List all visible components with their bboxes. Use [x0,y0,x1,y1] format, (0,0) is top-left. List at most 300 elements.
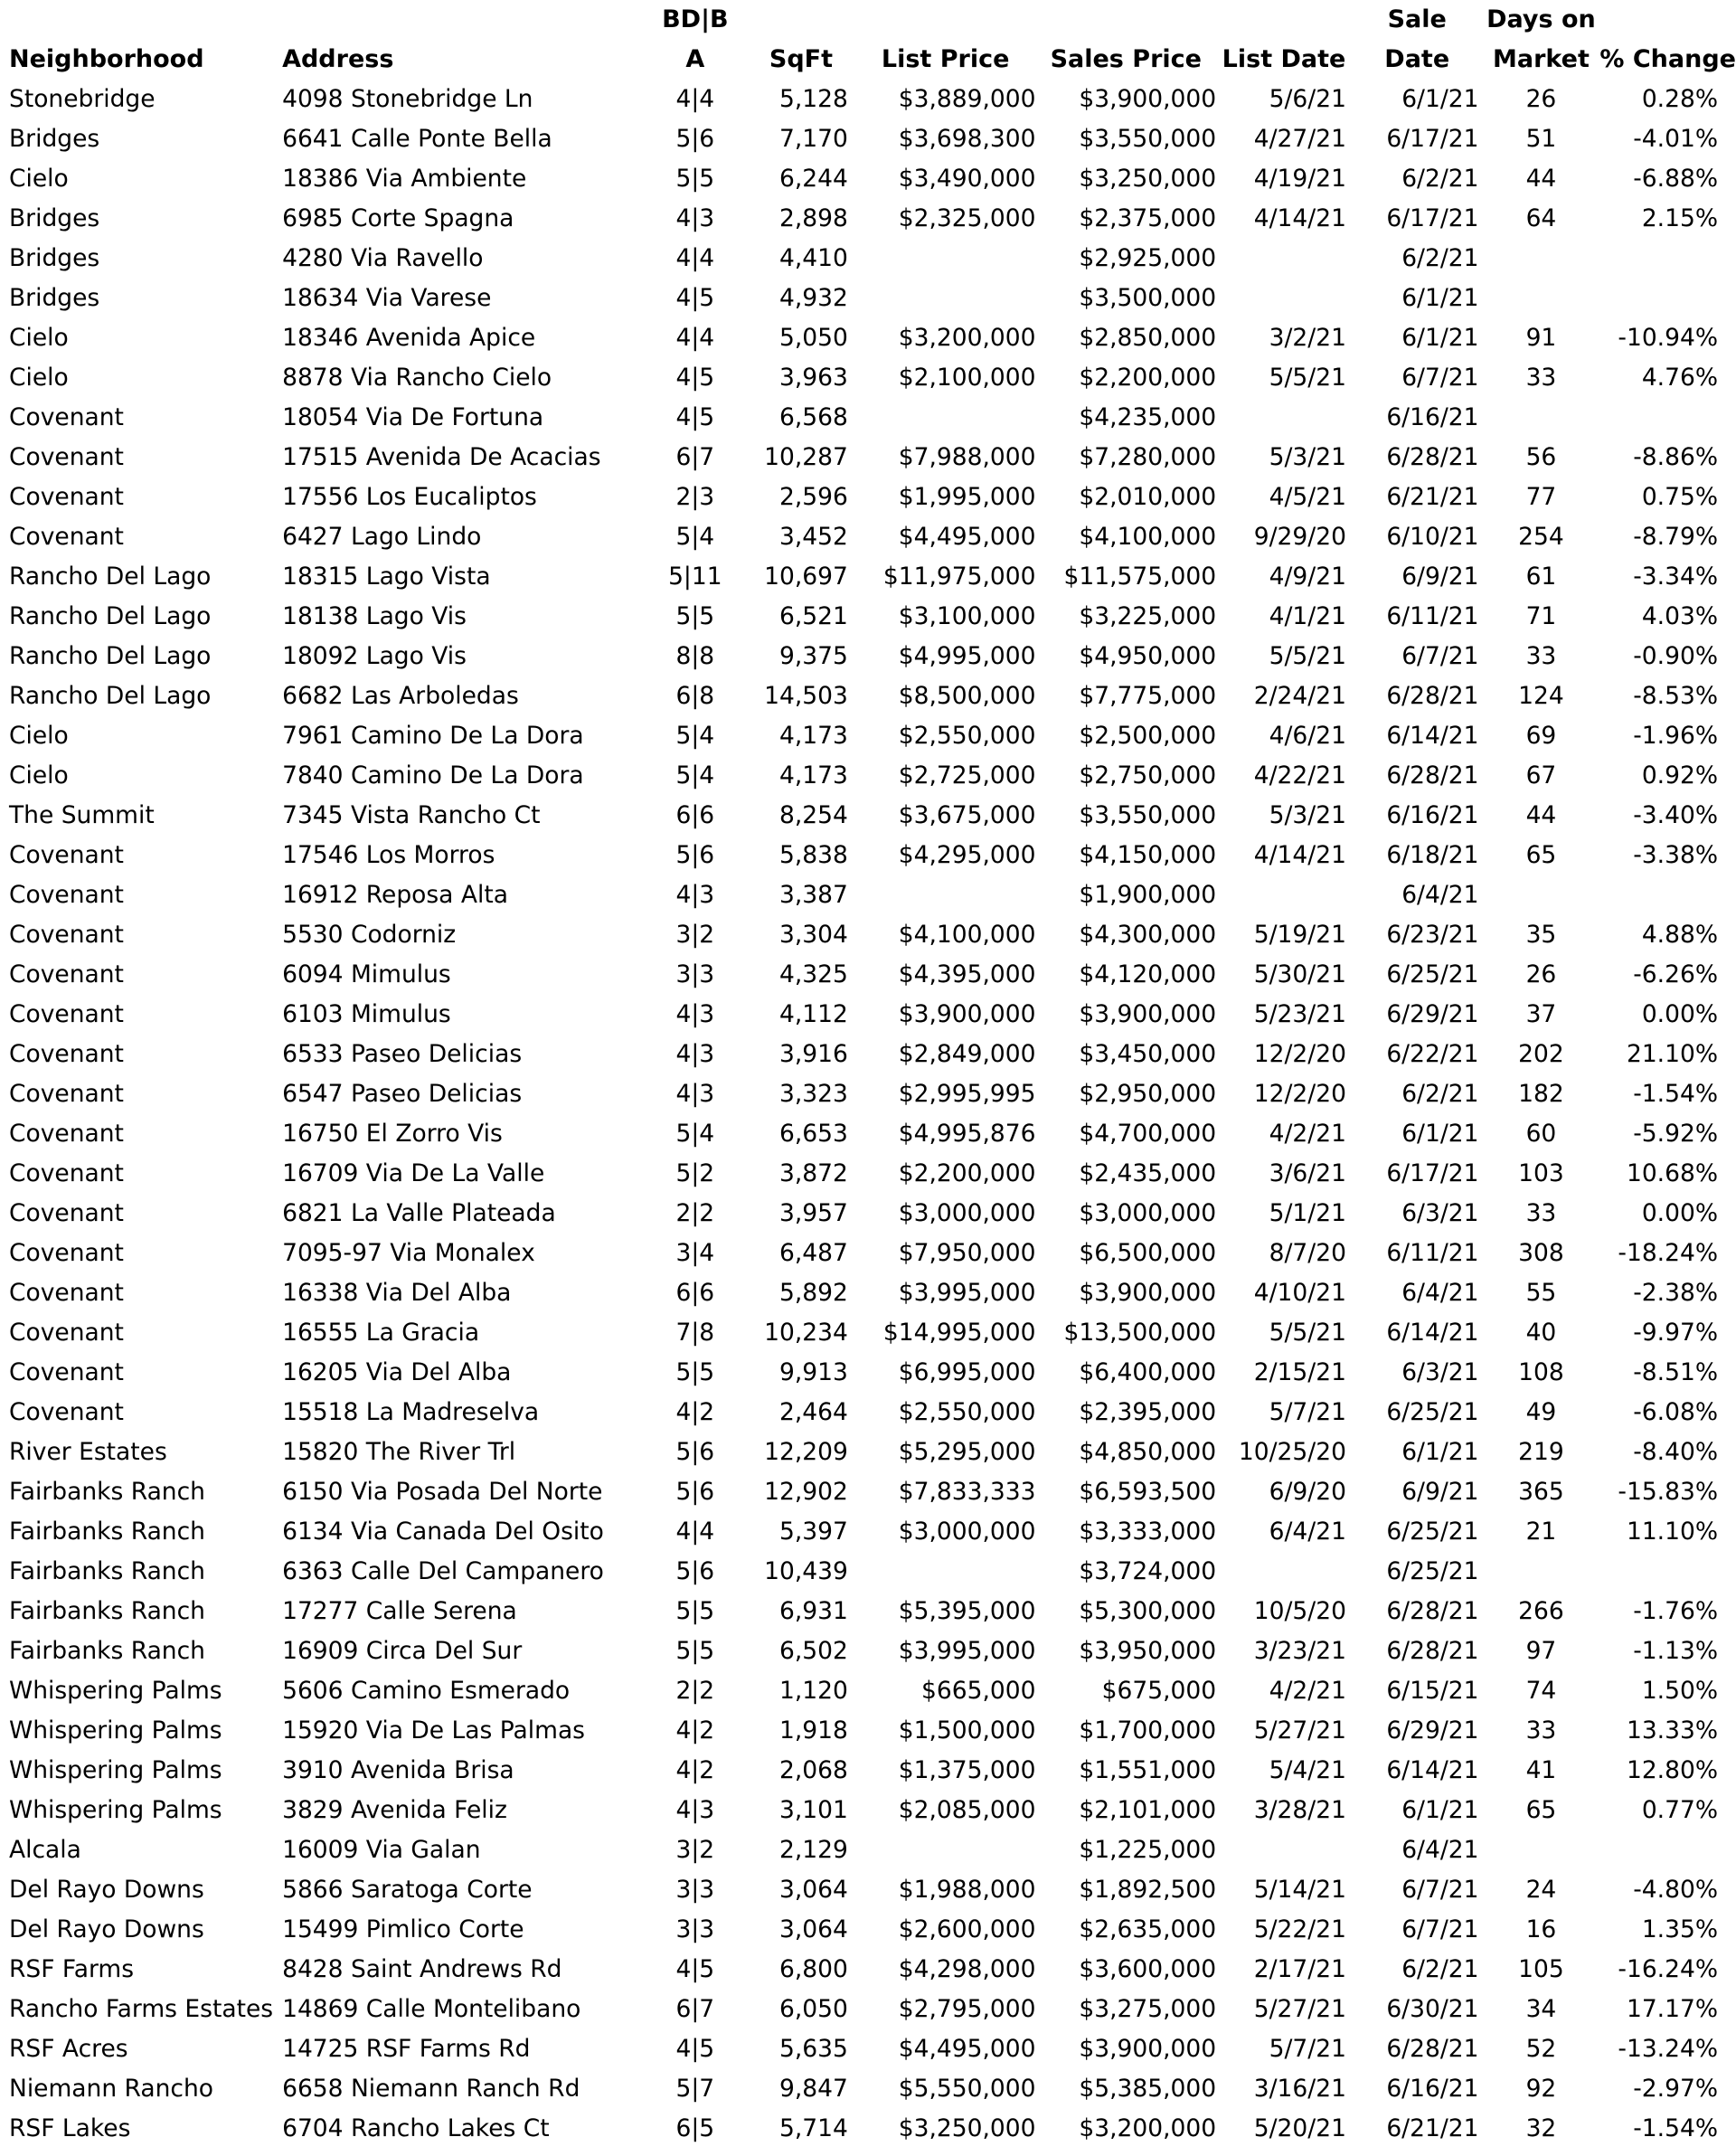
cell-days-on-market: 55 [1525,1278,1557,1307]
cell-neighborhood: Cielo [9,164,69,193]
cell-list-date: 2/17/21 [1253,1954,1346,1983]
cell-sales-price: $2,750,000 [1079,761,1217,790]
cell-list-price: $2,200,000 [898,1158,1036,1187]
cell-days-on-market: 33 [1525,363,1557,392]
cell-pct-change: -3.38% [1633,840,1718,869]
cell-address: 16009 Via Galan [282,1835,481,1864]
cell-sales-price: $2,101,000 [1079,1795,1217,1824]
cell-list-price: $2,795,000 [898,1994,1036,2023]
cell-pct-change: -16.24% [1618,1954,1718,1983]
cell-pct-change: -4.80% [1633,1875,1718,1904]
table-row [0,238,1736,278]
cell-sales-price: $2,925,000 [1079,243,1217,272]
cell-sales-price: $675,000 [1101,1676,1217,1705]
cell-sqft: 6,931 [778,1596,848,1625]
cell-list-price: $3,100,000 [898,601,1036,630]
cell-sales-price: $3,900,000 [1079,1278,1217,1307]
cell-neighborhood: Rancho Del Lago [9,641,212,670]
cell-address: 6134 Via Canada Del Osito [282,1517,604,1546]
cell-list-date: 4/9/21 [1269,562,1346,591]
cell-bdba: 2|3 [675,482,715,511]
cell-days-on-market: 202 [1518,1039,1564,1068]
cell-days-on-market: 97 [1525,1636,1557,1665]
cell-address: 4280 Via Ravello [282,243,484,272]
cell-pct-change: -8.53% [1633,681,1718,710]
header-sqft: SqFt [769,45,834,73]
table-row [0,158,1736,198]
cell-sale-date: 6/15/21 [1386,1676,1479,1705]
table-row [0,317,1736,357]
cell-list-date: 5/27/21 [1253,1994,1346,2023]
cell-bdba: 5|5 [675,164,715,193]
cell-bdba: 4|4 [675,243,715,272]
cell-sqft: 9,375 [778,641,848,670]
cell-days-on-market: 92 [1525,2074,1557,2103]
cell-address: 16205 Via Del Alba [282,1357,512,1386]
cell-pct-change: -2.97% [1633,2074,1718,2103]
cell-list-date [1216,875,1352,914]
cell-list-price: $7,950,000 [898,1238,1036,1267]
cell-address: 5530 Codorniz [282,920,457,949]
cell-sale-date: 6/10/21 [1386,522,1479,551]
cell-list-price: $4,100,000 [898,920,1036,949]
cell-sales-price: $3,724,000 [1079,1556,1217,1585]
cell-sale-date: 6/30/21 [1386,1994,1479,2023]
table-row [0,79,1736,118]
cell-pct-change: 0.00% [1641,999,1718,1028]
cell-list-price: $1,988,000 [898,1875,1036,1904]
cell-sale-date: 6/23/21 [1386,920,1479,949]
cell-pct-change [1599,238,1736,278]
cell-list-date: 5/19/21 [1253,920,1346,949]
table-row [0,1551,1736,1591]
cell-list-price: $4,395,000 [898,960,1036,988]
cell-neighborhood: Covenant [9,960,124,988]
table-row [0,835,1736,875]
cell-sale-date: 6/14/21 [1386,1318,1479,1347]
cell-sale-date: 6/28/21 [1386,681,1479,710]
cell-list-price: $4,495,000 [898,2034,1036,2063]
cell-pct-change: 1.35% [1641,1915,1718,1943]
cell-pct-change: 10.68% [1626,1158,1718,1187]
cell-sale-date: 6/28/21 [1386,2034,1479,2063]
cell-bdba: 5|7 [675,2074,715,2103]
cell-neighborhood: Niemann Rancho [9,2074,214,2103]
cell-bdba: 5|5 [675,1636,715,1665]
table-row [0,2028,1736,2068]
cell-list-price [855,238,1036,278]
cell-neighborhood: Fairbanks Ranch [9,1596,205,1625]
cell-neighborhood: Covenant [9,1278,124,1307]
cell-address: 17546 Los Morros [282,840,495,869]
cell-bdba: 3|2 [675,920,715,949]
header-dom-bottom: Market [1493,45,1590,73]
cell-sqft: 6,502 [778,1636,848,1665]
table-row [0,1471,1736,1511]
cell-list-date: 3/16/21 [1253,2074,1346,2103]
cell-sales-price: $3,900,000 [1079,999,1217,1028]
cell-sale-date: 6/2/21 [1401,1079,1479,1108]
cell-sale-date: 6/16/21 [1386,800,1479,829]
cell-list-price: $3,000,000 [898,1517,1036,1546]
table-row [0,118,1736,158]
cell-bdba: 3|4 [675,1238,715,1267]
cell-days-on-market: 60 [1525,1119,1557,1148]
table-row [0,1670,1736,1710]
cell-bdba: 4|3 [675,1795,715,1824]
cell-sale-date: 6/25/21 [1386,1556,1479,1585]
cell-list-price: $1,375,000 [898,1755,1036,1784]
cell-list-price: $3,675,000 [898,800,1036,829]
table-row [0,1949,1736,1989]
cell-list-date: 5/14/21 [1253,1875,1346,1904]
cell-address: 6363 Calle Del Campanero [282,1556,604,1585]
header-spacer [855,0,1036,39]
cell-sale-date: 6/17/21 [1386,203,1479,232]
cell-sqft: 10,234 [764,1318,848,1347]
table-row [0,1233,1736,1272]
cell-bdba: 7|8 [675,1318,715,1347]
cell-sales-price: $3,900,000 [1079,84,1217,113]
cell-list-date: 3/2/21 [1269,323,1346,352]
cell-pct-change: -15.83% [1618,1477,1718,1506]
cell-list-price: $3,200,000 [898,323,1036,352]
cell-days-on-market: 26 [1525,960,1557,988]
header-bdba-top: BD|B [662,5,729,33]
cell-pct-change: 0.28% [1641,84,1718,113]
cell-address: 18092 Lago Vis [282,641,467,670]
cell-bdba: 3|3 [675,1915,715,1943]
cell-sales-price: $1,551,000 [1079,1755,1217,1784]
cell-address: 16555 La Gracia [282,1318,480,1347]
cell-sqft: 1,120 [778,1676,848,1705]
cell-sqft: 12,902 [764,1477,848,1506]
table-row [0,1830,1736,1869]
cell-sqft: 6,487 [778,1238,848,1267]
table-header [0,0,1736,79]
table-row [0,1352,1736,1392]
cell-list-date [1216,397,1352,437]
cell-days-on-market [1482,278,1599,317]
cell-neighborhood: Rancho Del Lago [9,601,212,630]
table-row [0,1631,1736,1670]
cell-list-date: 5/1/21 [1269,1198,1346,1227]
cell-sales-price: $2,375,000 [1079,203,1217,232]
cell-sqft: 9,847 [778,2074,848,2103]
cell-neighborhood: Covenant [9,1039,124,1068]
cell-days-on-market: 77 [1525,482,1557,511]
cell-bdba: 2|2 [675,1198,715,1227]
cell-sqft: 6,050 [778,1994,848,2023]
cell-bdba: 5|2 [675,1158,715,1187]
table-row [0,1909,1736,1949]
cell-days-on-market [1482,238,1599,278]
cell-list-date: 12/2/20 [1253,1079,1346,1108]
cell-pct-change: 13.33% [1626,1716,1718,1745]
cell-list-date [1216,238,1352,278]
cell-days-on-market: 56 [1525,442,1557,471]
cell-address: 6533 Paseo Delicias [282,1039,523,1068]
cell-sale-date: 6/2/21 [1401,164,1479,193]
cell-pct-change: -10.94% [1618,323,1718,352]
cell-sales-price: $3,600,000 [1079,1954,1217,1983]
cell-sales-price: $1,700,000 [1079,1716,1217,1745]
cell-sales-price: $3,550,000 [1079,124,1217,153]
cell-list-date: 2/15/21 [1253,1357,1346,1386]
cell-bdba: 5|4 [675,1119,715,1148]
cell-bdba: 5|6 [675,1477,715,1506]
cell-list-price: $2,600,000 [898,1915,1036,1943]
table-row [0,1153,1736,1193]
cell-bdba: 6|5 [675,2113,715,2142]
cell-sales-price: $4,150,000 [1079,840,1217,869]
cell-address: 6821 La Valle Plateada [282,1198,556,1227]
cell-neighborhood: Covenant [9,840,124,869]
cell-bdba: 4|4 [675,323,715,352]
cell-neighborhood: Fairbanks Ranch [9,1636,205,1665]
cell-days-on-market: 24 [1525,1875,1557,1904]
cell-days-on-market: 69 [1525,721,1557,750]
cell-sales-price: $7,775,000 [1079,681,1217,710]
cell-sqft: 3,387 [778,880,848,909]
cell-neighborhood: Fairbanks Ranch [9,1517,205,1546]
cell-address: 6704 Rancho Lakes Ct [282,2113,550,2142]
cell-days-on-market: 67 [1525,761,1557,790]
cell-bdba: 4|3 [675,999,715,1028]
cell-sales-price: $1,892,500 [1079,1875,1217,1904]
cell-neighborhood: Covenant [9,999,124,1028]
cell-pct-change [1599,875,1736,914]
cell-list-date: 5/5/21 [1269,363,1346,392]
header-spacer [273,0,643,39]
cell-list-price: $2,550,000 [898,1397,1036,1426]
cell-sale-date: 6/9/21 [1401,1477,1479,1506]
table-body [0,79,1736,2148]
cell-sqft: 10,439 [764,1556,848,1585]
cell-address: 6658 Niemann Ranch Rd [282,2074,580,2103]
cell-neighborhood: Cielo [9,363,69,392]
cell-pct-change: 4.76% [1641,363,1718,392]
cell-list-date: 4/1/21 [1269,601,1346,630]
cell-sale-date: 6/1/21 [1401,84,1479,113]
cell-list-date: 5/4/21 [1269,1755,1346,1784]
cell-pct-change [1599,1551,1736,1591]
cell-bdba: 6|7 [675,1994,715,2023]
cell-address: 16912 Reposa Alta [282,880,508,909]
cell-list-date: 3/23/21 [1253,1636,1346,1665]
table-row [0,556,1736,596]
cell-bdba: 4|5 [675,363,715,392]
cell-list-date: 3/6/21 [1269,1158,1346,1187]
cell-bdba: 2|2 [675,1676,715,1705]
cell-sales-price: $4,950,000 [1079,641,1217,670]
cell-sqft: 3,452 [778,522,848,551]
cell-days-on-market: 44 [1525,800,1557,829]
cell-sale-date: 6/18/21 [1386,840,1479,869]
cell-list-date: 5/5/21 [1269,1318,1346,1347]
cell-bdba: 6|8 [675,681,715,710]
cell-sqft: 6,568 [778,402,848,431]
cell-sale-date: 6/21/21 [1386,2113,1479,2142]
cell-list-date: 4/14/21 [1253,840,1346,869]
cell-sales-price: $5,300,000 [1079,1596,1217,1625]
table-row [0,1790,1736,1830]
cell-bdba: 5|4 [675,522,715,551]
cell-days-on-market: 124 [1518,681,1564,710]
cell-sale-date: 6/4/21 [1401,880,1479,909]
cell-sale-date: 6/17/21 [1386,124,1479,153]
cell-neighborhood: Covenant [9,880,124,909]
cell-sqft: 3,916 [778,1039,848,1068]
cell-list-price: $6,995,000 [898,1357,1036,1386]
cell-list-date: 5/22/21 [1253,1915,1346,1943]
cell-neighborhood: Cielo [9,323,69,352]
cell-address: 14725 RSF Farms Rd [282,2034,531,2063]
cell-sqft: 2,596 [778,482,848,511]
cell-days-on-market: 33 [1525,1198,1557,1227]
cell-neighborhood: RSF Lakes [9,2113,131,2142]
cell-address: 17556 Los Eucaliptos [282,482,537,511]
cell-address: 15920 Via De Las Palmas [282,1716,585,1745]
cell-sqft: 4,325 [778,960,848,988]
cell-neighborhood: Covenant [9,1158,124,1187]
cell-sqft: 10,697 [764,562,848,591]
cell-neighborhood: Covenant [9,482,124,511]
cell-pct-change: 12.80% [1626,1755,1718,1784]
cell-list-price: $3,000,000 [898,1198,1036,1227]
cell-sale-date: 6/25/21 [1386,960,1479,988]
cell-address: 3829 Avenida Feliz [282,1795,507,1824]
cell-pct-change: 1.50% [1641,1676,1718,1705]
cell-days-on-market [1482,1830,1599,1869]
cell-sale-date: 6/28/21 [1386,442,1479,471]
cell-sales-price: $3,275,000 [1079,1994,1217,2023]
cell-sqft: 5,397 [778,1517,848,1546]
cell-sale-date: 6/1/21 [1401,323,1479,352]
cell-neighborhood: Covenant [9,442,124,471]
cell-sales-price: $2,395,000 [1079,1397,1217,1426]
table-row [0,676,1736,715]
cell-sales-price: $2,200,000 [1079,363,1217,392]
cell-sales-price: $4,700,000 [1079,1119,1217,1148]
cell-list-price: $4,995,876 [898,1119,1036,1148]
cell-neighborhood: Covenant [9,1397,124,1426]
cell-sqft: 2,129 [778,1835,848,1864]
cell-neighborhood: Whispering Palms [9,1795,222,1824]
cell-bdba: 3|2 [675,1835,715,1864]
cell-sqft: 5,892 [778,1278,848,1307]
cell-sale-date: 6/16/21 [1386,402,1479,431]
cell-address: 5606 Camino Esmerado [282,1676,571,1705]
cell-list-date: 6/9/20 [1269,1477,1346,1506]
cell-list-price: $3,995,000 [898,1278,1036,1307]
cell-sale-date: 6/28/21 [1386,1636,1479,1665]
cell-days-on-market: 49 [1525,1397,1557,1426]
table-row [0,795,1736,835]
table-row [0,1113,1736,1153]
cell-address: 18634 Via Varese [282,283,492,312]
cell-sale-date: 6/28/21 [1386,1596,1479,1625]
cell-days-on-market: 41 [1525,1755,1557,1784]
cell-address: 4098 Stonebridge Ln [282,84,533,113]
cell-sales-price: $3,250,000 [1079,164,1217,193]
cell-bdba: 4|4 [675,84,715,113]
cell-neighborhood: Bridges [9,283,100,312]
cell-neighborhood: Covenant [9,1318,124,1347]
cell-days-on-market: 52 [1525,2034,1557,2063]
cell-days-on-market [1482,875,1599,914]
cell-list-date: 9/29/20 [1253,522,1346,551]
cell-bdba: 4|5 [675,402,715,431]
cell-sqft: 5,838 [778,840,848,869]
cell-sqft: 3,872 [778,1158,848,1187]
cell-list-price: $2,849,000 [898,1039,1036,1068]
cell-sales-price: $2,635,000 [1079,1915,1217,1943]
cell-list-price: $3,250,000 [898,2113,1036,2142]
cell-sale-date: 6/1/21 [1401,283,1479,312]
cell-pct-change [1599,1830,1736,1869]
cell-list-price [855,1551,1036,1591]
cell-list-date: 5/3/21 [1269,442,1346,471]
header-sale-date-bottom: Date [1384,45,1450,73]
cell-sqft: 6,653 [778,1119,848,1148]
cell-bdba: 4|3 [675,203,715,232]
cell-sales-price: $2,500,000 [1079,721,1217,750]
cell-neighborhood: The Summit [9,800,155,829]
cell-address: 18315 Lago Vista [282,562,491,591]
cell-list-date: 2/24/21 [1253,681,1346,710]
cell-list-price: $2,550,000 [898,721,1036,750]
header-spacer [1216,0,1352,39]
cell-pct-change: -5.92% [1633,1119,1718,1148]
header-spacer [747,0,855,39]
cell-days-on-market: 51 [1525,124,1557,153]
cell-list-date: 4/22/21 [1253,761,1346,790]
cell-neighborhood: Fairbanks Ranch [9,1477,205,1506]
cell-list-date: 4/6/21 [1269,721,1346,750]
cell-list-date: 5/6/21 [1269,84,1346,113]
cell-neighborhood: Whispering Palms [9,1676,222,1705]
cell-address: 16709 Via De La Valle [282,1158,545,1187]
cell-list-date: 4/2/21 [1269,1676,1346,1705]
cell-address: 3910 Avenida Brisa [282,1755,514,1784]
cell-pct-change: -0.90% [1633,641,1718,670]
header-neighborhood: Neighborhood [9,45,204,73]
cell-neighborhood: Covenant [9,1079,124,1108]
cell-sales-price: $6,593,500 [1079,1477,1217,1506]
cell-sales-price: $2,950,000 [1079,1079,1217,1108]
cell-address: 6427 Lago Lindo [282,522,482,551]
cell-list-date: 8/7/20 [1269,1238,1346,1267]
cell-sqft: 4,112 [778,999,848,1028]
cell-neighborhood: Alcala [9,1835,81,1864]
header-sale-date-top: Sale [1387,5,1447,33]
cell-sales-price: $3,900,000 [1079,2034,1217,2063]
cell-list-price: $5,295,000 [898,1437,1036,1466]
cell-sale-date: 6/1/21 [1401,1437,1479,1466]
cell-address: 7095-97 Via Monalex [282,1238,535,1267]
cell-address: 6103 Mimulus [282,999,451,1028]
cell-sales-price: $4,235,000 [1079,402,1217,431]
cell-bdba: 5|6 [675,124,715,153]
cell-pct-change: -6.88% [1633,164,1718,193]
table-row [0,357,1736,397]
cell-address: 16338 Via Del Alba [282,1278,512,1307]
table-row [0,1272,1736,1312]
cell-neighborhood: Covenant [9,1357,124,1386]
cell-neighborhood: Rancho Farms Estates [9,1994,274,2023]
cell-days-on-market: 308 [1518,1238,1564,1267]
